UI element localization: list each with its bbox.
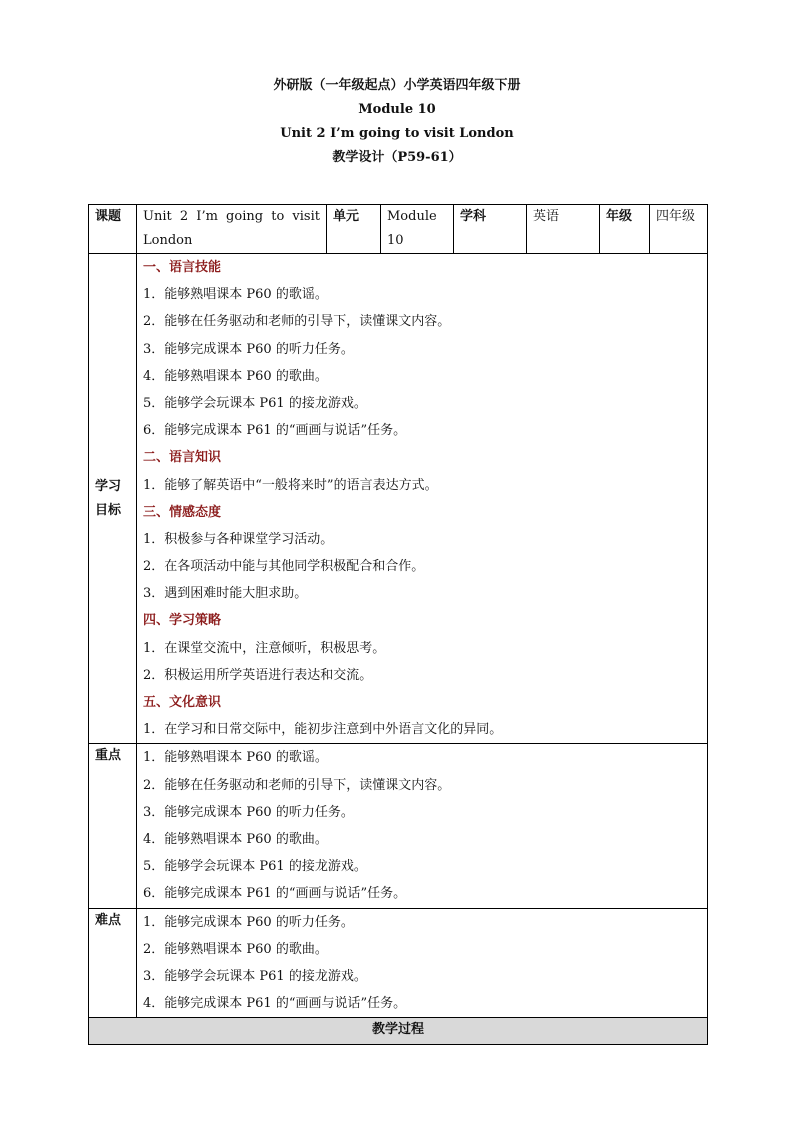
unit-title: Unit 2 I’m going to visit London — [280, 126, 514, 141]
design-title: 教学设计（P59-61） — [332, 150, 462, 165]
key-points-row — [89, 744, 708, 908]
list-item: 6．能够完成课本 P61 的“画画与说话”任务。 — [143, 423, 407, 439]
grade-label: 年级 — [600, 205, 650, 254]
key-points-content — [137, 744, 708, 908]
list-item: 3．能够学会玩课本 P61 的接龙游戏。 — [143, 968, 367, 984]
list-item: 4．能够完成课本 P61 的“画画与说话”任务。 — [143, 996, 407, 1012]
unit-value-line-2: 10 — [387, 233, 404, 248]
subject-label: 学科 — [454, 205, 527, 254]
info-row — [89, 205, 708, 254]
document-header — [0, 74, 794, 170]
list-item: 6．能够完成课本 P61 的“画画与说话”任务。 — [143, 886, 407, 902]
list-item: 5．能够学会玩课本 P61 的接龙游戏。 — [143, 859, 367, 875]
list-item: 2．能够在任务驱动和老师的引导下，读懂课文内容。 — [143, 314, 451, 330]
section-title: 一、语言技能 — [143, 260, 222, 275]
list-item: 4．能够熟唱课本 P60 的歌曲。 — [143, 831, 328, 847]
module-title: Module 10 — [358, 102, 436, 117]
section-title: 四、学习策略 — [143, 613, 222, 629]
unit-value-line-1: Module — [387, 209, 437, 224]
list-item: 2．能够在任务驱动和老师的引导下，读懂课文内容。 — [143, 777, 451, 793]
list-item: 3．能够完成课本 P60 的听力任务。 — [143, 804, 354, 820]
goals-row — [89, 254, 708, 744]
textbook-title: 外研版（一年级起点）小学英语四年级下册 — [273, 78, 521, 93]
grade-value: 四年级 — [650, 205, 708, 254]
list-item: 1．积极参与各种课堂学习活动。 — [143, 531, 334, 547]
list-item: 1．能够熟唱课本 P60 的歌谣。 — [143, 750, 328, 766]
unit-value — [381, 205, 454, 254]
topic-value-line-2: London — [143, 233, 193, 248]
process-row — [89, 1018, 708, 1045]
teaching-process-header: 教学过程 — [89, 1018, 708, 1045]
section-title: 三、情感态度 — [143, 504, 222, 520]
topic-value-line-1: Unit 2 I’m going to visit — [143, 209, 320, 224]
difficult-points-row — [89, 908, 708, 1018]
list-item: 1．在学习和日常交际中，能初步注意到中外语言文化的异同。 — [143, 722, 503, 738]
list-item: 3．能够完成课本 P60 的听力任务。 — [143, 341, 354, 357]
list-item: 4．能够熟唱课本 P60 的歌曲。 — [143, 368, 328, 384]
unit-label: 单元 — [327, 205, 381, 254]
goals-label — [89, 254, 137, 744]
list-item: 1．能够熟唱课本 P60 的歌谣。 — [143, 287, 328, 303]
subject-value: 英语 — [527, 205, 600, 254]
list-item: 2．积极运用所学英语进行表达和交流。 — [143, 667, 373, 683]
list-item: 1．能够了解英语中“一般将来时”的语言表达方式。 — [143, 477, 438, 493]
goals-label-line-1: 学习 — [95, 478, 122, 494]
list-item: 5．能够学会玩课本 P61 的接龙游戏。 — [143, 395, 367, 411]
topic-label: 课题 — [89, 205, 137, 254]
difficult-points-label: 难点 — [89, 908, 137, 1018]
lesson-plan-table — [88, 204, 708, 1045]
topic-value — [137, 205, 327, 254]
list-item: 2．在各项活动中能与其他同学积极配合和合作。 — [143, 559, 425, 575]
goals-label-line-2: 目标 — [95, 502, 122, 518]
key-points-label: 重点 — [89, 744, 137, 908]
goals-content — [137, 254, 708, 744]
list-item: 2．能够熟唱课本 P60 的歌曲。 — [143, 941, 328, 957]
difficult-points-content — [137, 908, 708, 1018]
list-item: 1．在课堂交流中，注意倾听，积极思考。 — [143, 640, 386, 656]
section-title: 二、语言知识 — [143, 450, 222, 466]
list-item: 3．遇到困难时能大胆求助。 — [143, 586, 308, 602]
list-item: 1．能够完成课本 P60 的听力任务。 — [143, 914, 354, 930]
section-title: 五、文化意识 — [143, 695, 222, 710]
